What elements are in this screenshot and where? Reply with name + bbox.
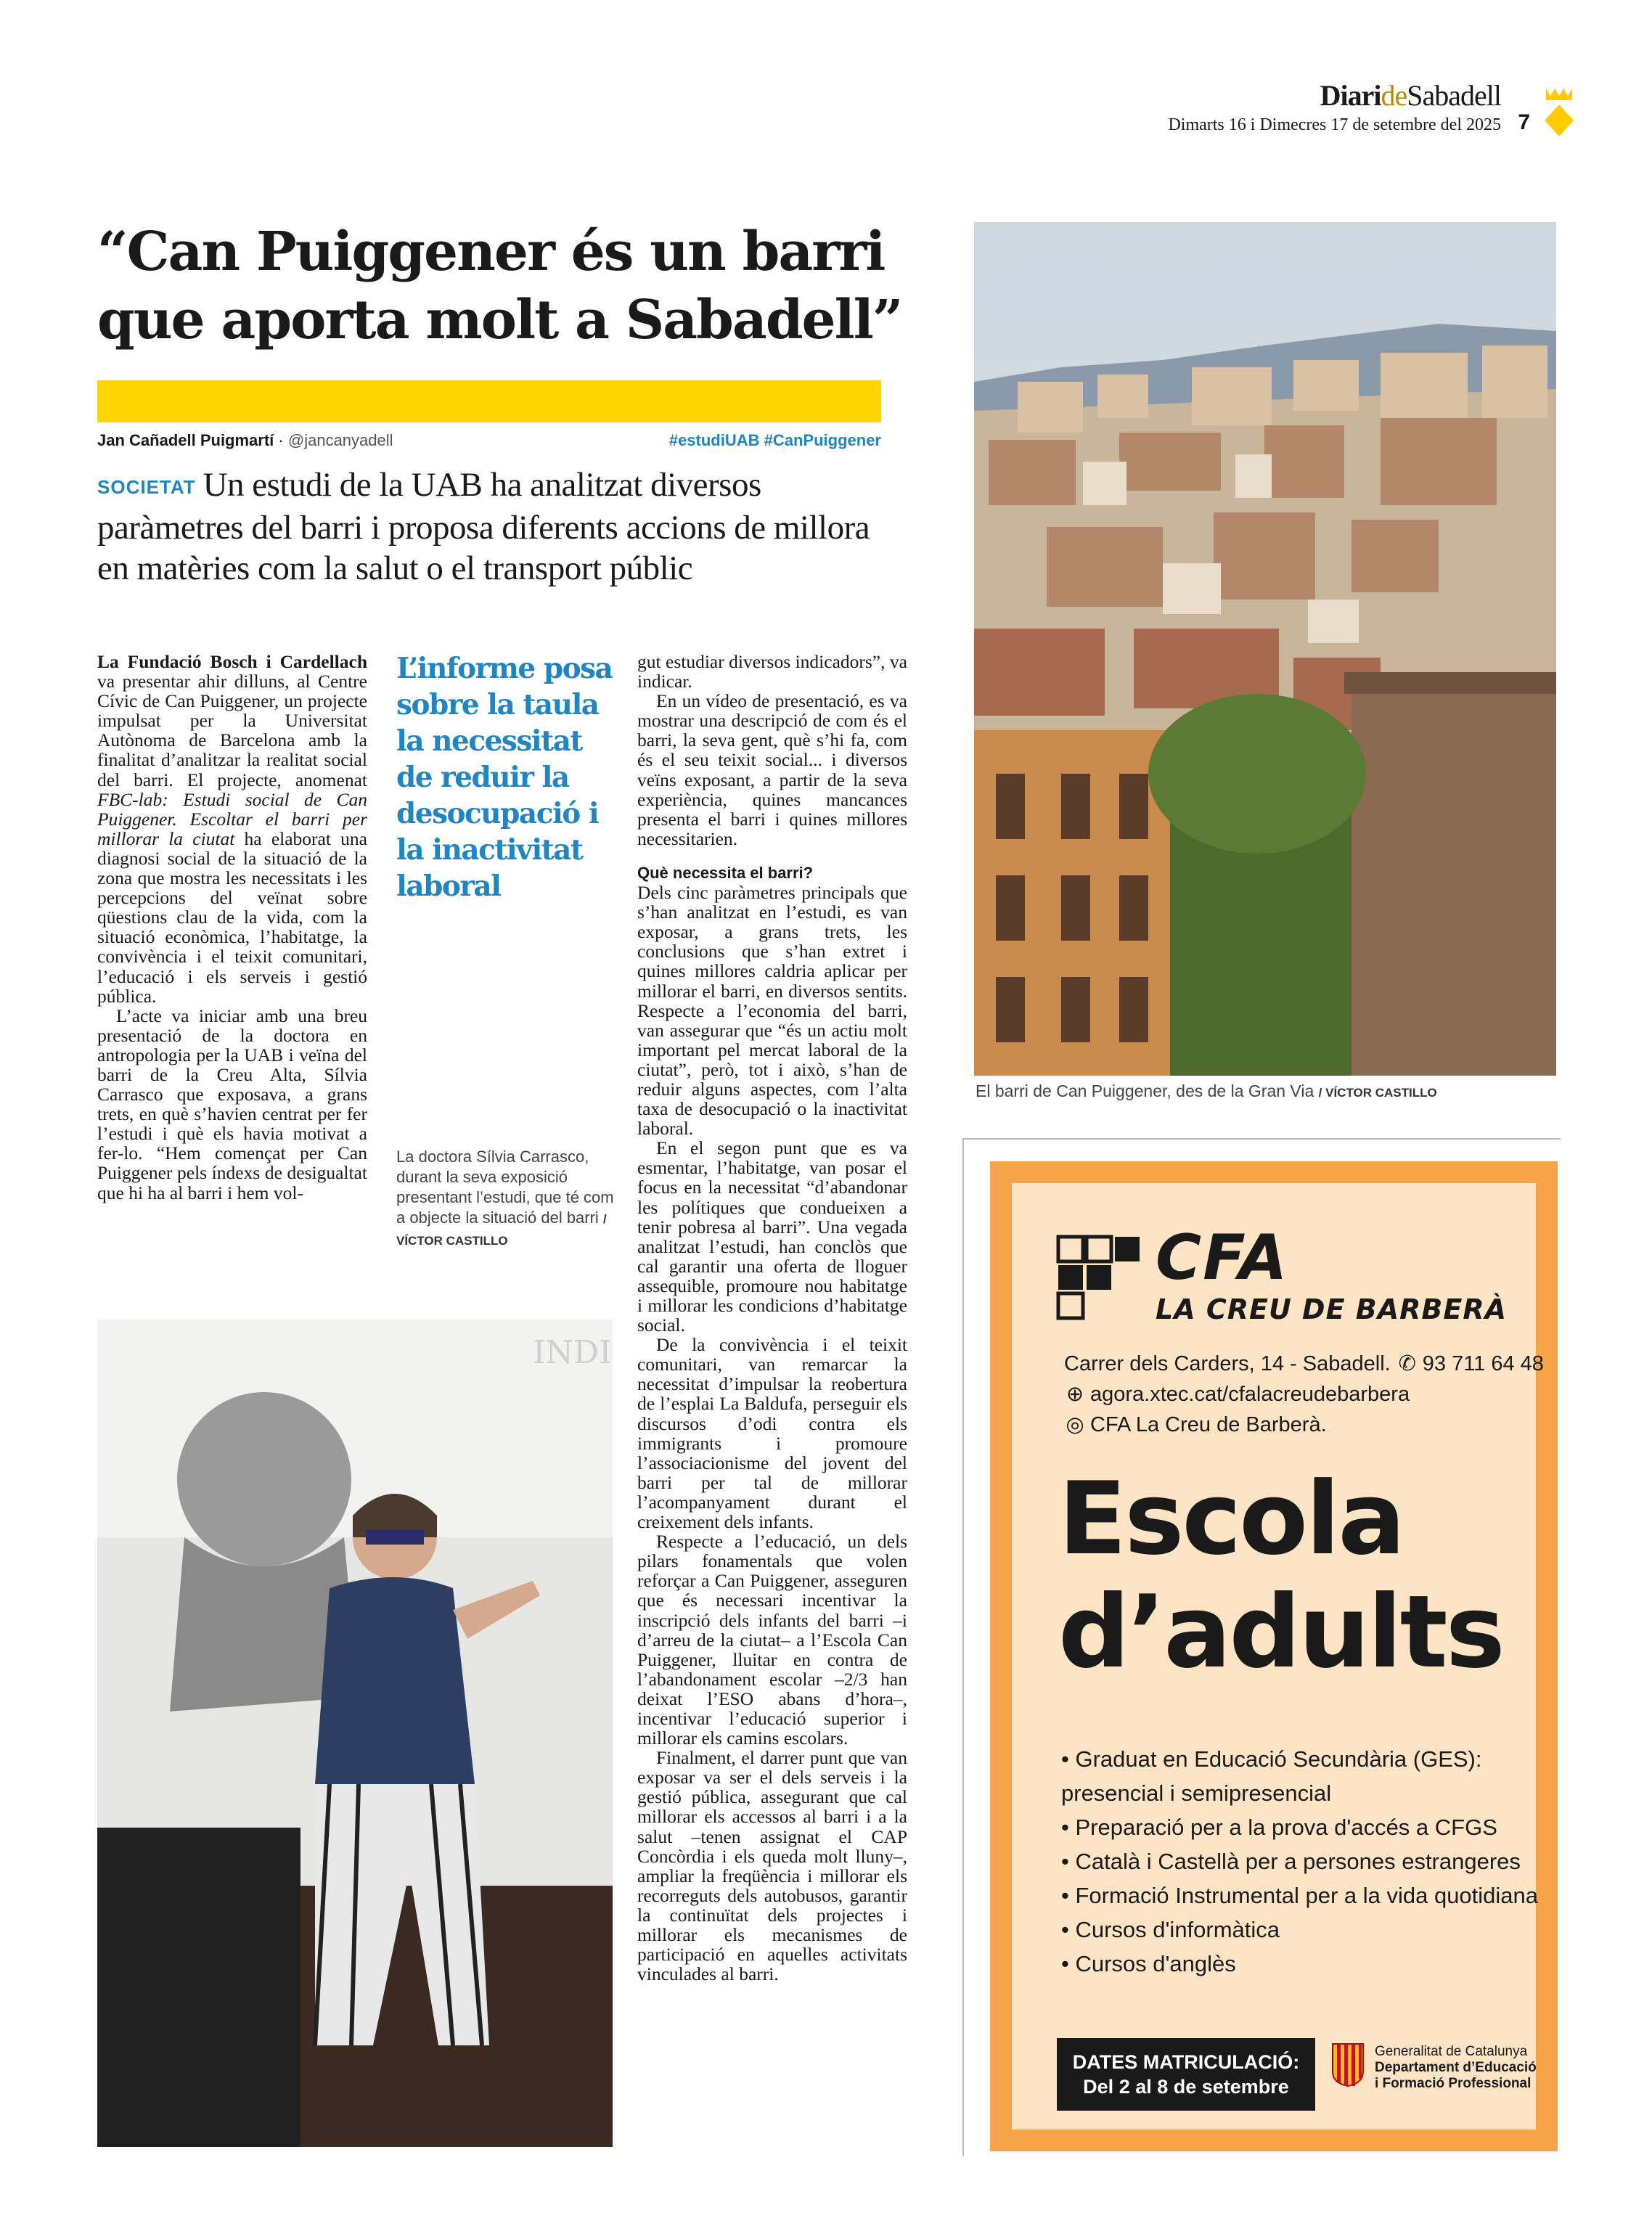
lead-paragraph: SOCIETAT Un estudi de la UAB ha analitzat diversos paràmetres del barri i proposa diferents accions de millora en matèries com la salut o el transport públic [97, 466, 870, 587]
article-column-3: gut estudiar diversos indicadors”, va indicar. En un vídeo de presentació, es va mostrar una descripció de com és el barri, la seva gent, què s’hi fa, com és el seu teixit social... i diversos veïns exposant, a partir de la seva experiència, quines mancances presenta el barri i quines millores necessitarien. Què necessita el barri? Dels cinc paràmetres principals que s’han analitzat en l’estudi, es van exposar, a grans trets, les conclusions que s’han extret i quines millores caldria aplicar per millorar el barri, en diversos sentits. Respecte a l’economia del barri, van assegurar que “és un actiu molt important pel mercat laboral de la ciutat”, però, tot i això, s’han de reduir alguns aspectes, com l’alta taxa de desocupació o la inactivitat laboral. En el segon punt que es va esmentar, l’habitatge, van posar el focus en la necessitat “d’abandonar les polítiques que condueixen a tenir pobresa al barri”. Una vegada analitzat l’estudi, han conclòs que cal garantir una oferta de lloguer assequible, promoure nou habitatge i millorar les condicions d’habitatge social. De la convivència i el teixit comunitari, van remarcar la necessitat d’impulsar la reobertura de l’esplai La Baldufa, perseguir els discursos d’odi contra els immigrants i promoure l’associacionisme del jovent del barri per tal de millorar l’acompanyament durant el creixement dels infants. Respecte a l’educació, un dels pilars fonamentals que volen reforçar a Can Puiggener, asseguren que és necessari incentivar la inscripció dels infants del barri –i d’arreu de la ciutat– a l’Escola Can Puiggener, lluitar en contra de l’abandonament escolar –2/3 han deixat l’ESO abans d’hora–, incentivar l’educació superior i millorar els camins escolars. Finalment, el darrer punt que van exposar va ser el dels serveis i la gestió pública, assegurant que cal millorar els accessos al barri i a la salut –tenen assignat el CAP Concòrdia i els queda molt lluny–, ampliar la freqüència i millorar els recorreguts dels autobusos, garantir la continuïtat dels projectes i millorar els mecanismes de participació en aquelles activitats vinculades al barri. [637, 651, 907, 1985]
advertisement-cfa[interactable] [990, 1161, 1558, 2151]
ad-contact [1064, 1349, 1544, 1440]
ad-address: Carrer dels Carders, 14 - Sabadell. [1064, 1352, 1391, 1375]
ad-instagram[interactable]: CFA La Creu de Barberà. [1090, 1413, 1327, 1436]
ad-phone[interactable]: 93 711 64 48 [1422, 1352, 1544, 1375]
photo-caption-neighbourhood: El barri de Can Puiggener, des de la Gran Via / VÍCTOR CASTILLO [976, 1081, 1437, 1100]
issue-date: Dimarts 16 i Dimecres 17 de setembre del 2025 [1168, 115, 1501, 134]
list-item: • Cursos d'anglès [1061, 1951, 1236, 1976]
list-item: • Graduat en Educació Secundària (GES): [1061, 1746, 1482, 1772]
byline: Jan Cañadell Puigmartí · @jancanyadell #estudiUAB #CanPuiggener [97, 431, 881, 449]
pullquote: L’informe posa sobre la taula la necessitat de reduir la desocupació i la inactivitat laboral [396, 652, 613, 903]
ad-web[interactable]: agora.xtec.cat/cfalacreudebarbera [1090, 1383, 1410, 1406]
author-handle[interactable]: @jancanyadell [287, 431, 393, 449]
subheading: Què necessita el barri? [637, 863, 814, 882]
headline-rule [97, 380, 881, 422]
phone-icon: ✆ [1398, 1352, 1416, 1375]
list-item: • Català i Castellà per a persones estrangeres [1061, 1849, 1521, 1874]
ad-course-list [1061, 1742, 1555, 1981]
ad-headline: Escola d’adults [1058, 1460, 1503, 1690]
instagram-icon: ◎ [1066, 1413, 1084, 1436]
author-name: Jan Cañadell Puigmartí [97, 431, 274, 449]
photo-neighbourhood [974, 222, 1556, 1076]
ad-inner: CFA LA CREU DE BARBERÀ Carrer dels Carders, 14 - Sabadell. ✆ 93 711 64 48 ⊕ agora.xtec.cat/cfalacreudebarbera ◎ CFA La Creu de Barberà. Escola d’adults • Graduat en Educació Secundària (GES): presencial i semipresencial • Preparació per a la prova d'accés a CFGS • Català i Castellà per a persones estrangeres • Formació Instrumental per a la vida quotidiana • Cursos d'informàtica • Cursos d'anglès DATES MATRICULACIÓ: Del 2 al 8 de setembre Generalitat de Catalunya Departament d’Educació i Formació Professional [1012, 1183, 1536, 2130]
list-item: • Preparació per a la prova d'accés a CFGS [1061, 1815, 1497, 1840]
crest-icon [1543, 86, 1575, 138]
headline: “Can Puiggener és un barri que aporta molt a Sabadell” [97, 221, 902, 351]
cfa-logo-subtitle: LA CREU DE BARBERÀ [1156, 1293, 1508, 1325]
brand-logo: DiarideSabadell [1320, 79, 1501, 112]
cfa-logo-icon [1055, 1234, 1142, 1321]
catalan-flag-shield-icon [1331, 2042, 1365, 2087]
photo-speaker [97, 1320, 613, 2147]
photo-credit: / VÍCTOR CASTILLO [396, 1212, 607, 1248]
section-label: SOCIETAT [97, 476, 196, 498]
article-column-1: La Fundació Bosch i Cardellach va presentar ahir dilluns, al Centre Cívic de Can Puiggener, un projecte impulsat per la Universitat Autònoma de Barcelona amb la finalitat d’analitzar la realitat social del barri. El projecte, anomenat FBC-lab: Estudi social de Can Puiggener. Escoltar el barri per millorar la ciutat ha elaborat una diagnosi social de la situació de la zona que mostra les necessitats i les percepcions del veïnat sobre qüestions clau de la vida, com la situació econòmica, l’habitatge, la convivència i el teixit comunitari, l’educació i els serveis i gestió pública. L’acte va iniciar amb una breu presentació de la doctora en antropologia per la UAB i veïna del barri de la Creu Alta, Sílvia Carrasco que exposava, a grans trets, en què s’havien centrat per fer l’estudi i què els havia motivat a fer-lo. “Hem començat per Can Puiggener pels índexs de desigualtat que hi ha al barri i hem vol- [97, 651, 367, 1203]
enrollment-dates-badge: DATES MATRICULACIÓ: Del 2 al 8 de setembre [1057, 2038, 1315, 2111]
list-item: • Cursos d'informàtica [1061, 1917, 1280, 1942]
globe-icon: ⊕ [1066, 1383, 1084, 1406]
wall-text: INDI [533, 1334, 612, 1371]
masthead [1168, 78, 1501, 135]
photo-credit: / VÍCTOR CASTILLO [1318, 1086, 1437, 1100]
cfa-logo-title: CFA [1156, 1222, 1289, 1294]
list-item: presencial i semipresencial [1061, 1780, 1332, 1806]
list-item: • Formació Instrumental per a la vida quotidiana [1061, 1883, 1539, 1908]
photo-caption-speaker: La doctora Sílvia Carrasco, durant la seva exposició presentant l’estudi, que té com a objecte la situació del barri / VÍCTOR CASTILLO [396, 1148, 614, 1248]
page-number: 7 [1518, 110, 1530, 134]
hashtags[interactable]: #estudiUAB #CanPuiggener [668, 431, 881, 449]
